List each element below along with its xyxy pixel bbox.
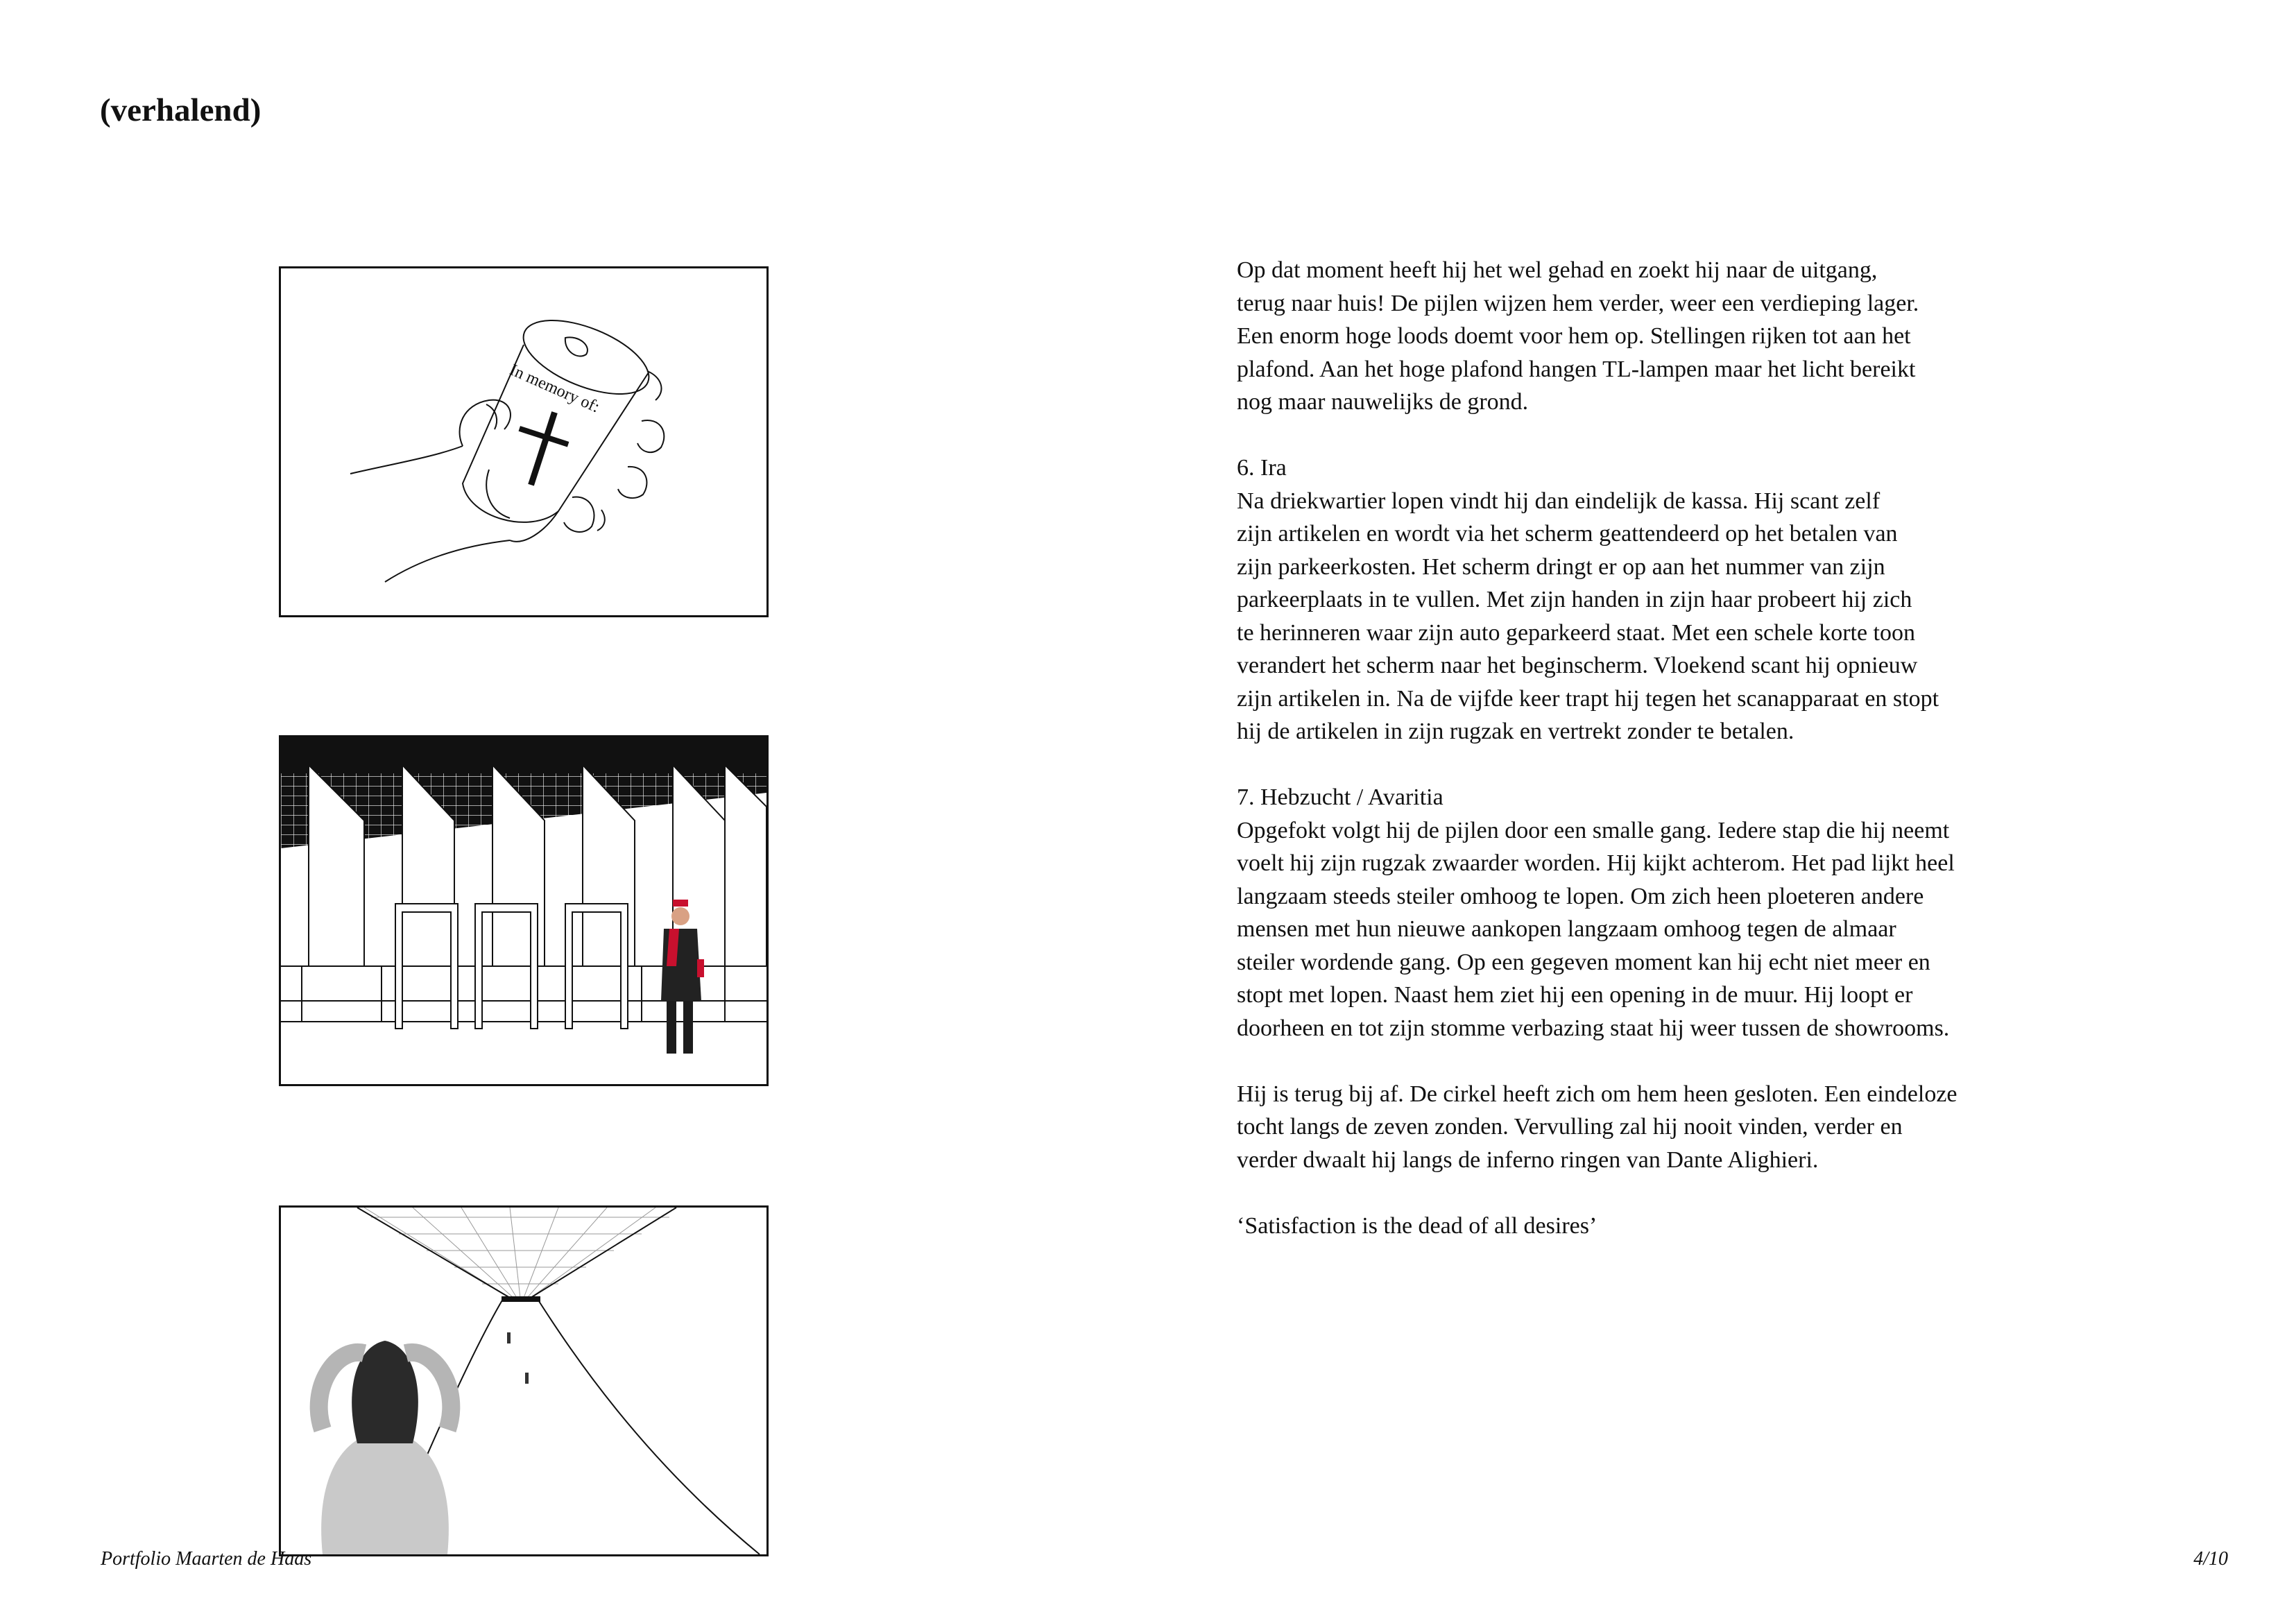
can-label: In memory of: <box>506 361 603 417</box>
story-line: stopt met lopen. Naast hem ziet hij een opening in de muur. Hij loopt er <box>1237 982 1913 1008</box>
footer-author: Portfolio Maarten de Haas <box>101 1548 312 1570</box>
illustration-shop-gates <box>279 735 769 1086</box>
story-line: 7. Hebzucht / Avaritia <box>1237 784 1443 810</box>
page-title: (verhalend) <box>100 92 262 128</box>
illustration-corridor <box>279 1205 769 1556</box>
gates-drawing <box>281 737 766 1084</box>
story-line: verandert het scherm naar het beginscherm. Vloekend scant hij opnieuw <box>1237 653 1918 678</box>
story-paragraph <box>1237 1078 2090 1177</box>
story-line: Hij is terug bij af. De cirkel heeft zich om hem heen gesloten. Een eindeloze <box>1237 1081 1957 1107</box>
story-line: Een enorm hoge loods doemt voor hem op. Stellingen rijken tot aan het <box>1237 323 1911 349</box>
story-line: tocht langs de zeven zonden. Vervulling zal hij nooit vinden, verder en <box>1237 1114 1903 1140</box>
story-paragraph <box>1237 452 2090 748</box>
story-line: Opgefokt volgt hij de pijlen door een smalle gang. Iedere stap die hij neemt <box>1237 817 1950 843</box>
story-paragraph <box>1237 254 2090 419</box>
story-line: zijn artikelen en wordt via het scherm geattendeerd op het betalen van <box>1237 521 1898 547</box>
story-line: hij de artikelen in zijn rugzak en vertrekt zonder te betalen. <box>1237 719 1794 744</box>
story-line: nog maar nauwelijks de grond. <box>1237 389 1529 415</box>
story-text <box>1237 254 2090 1276</box>
story-line: plafond. Aan het hoge plafond hangen TL-lampen maar het licht bereikt <box>1237 356 1916 382</box>
story-line: Na driekwartier lopen vindt hij dan eindelijk de kassa. Hij scant zelf <box>1237 488 1881 514</box>
hand-can-drawing <box>281 268 766 615</box>
story-line: langzaam steeds steiler omhoog te lopen. Om zich heen ploeteren andere <box>1237 883 1924 909</box>
story-line: doorheen en tot zijn stomme verbazing staat hij weer tussen de showrooms. <box>1237 1015 1950 1041</box>
story-line: te herinneren waar zijn auto geparkeerd staat. Met een schele korte toon <box>1237 619 1915 646</box>
story-line: Op dat moment heeft hij het wel gehad en zoekt hij naar de uitgang, <box>1237 257 1878 283</box>
woman-figure <box>319 1341 452 1554</box>
story-paragraph <box>1237 781 2090 1045</box>
story-line: voelt hij zijn rugzak zwaarder worden. Hij kijkt achterom. Het pad lijkt heel <box>1237 850 1955 876</box>
story-line: 6. Ira <box>1237 455 1287 481</box>
story-line: zijn artikelen in. Na de vijfde keer trapt hij tegen het scanapparaat en stopt <box>1237 685 1939 712</box>
page-number: 4/10 <box>2193 1548 2228 1570</box>
illustration-memorial-can <box>279 266 769 617</box>
story-line: ‘Satisfaction is the dead of all desires’ <box>1237 1212 1597 1239</box>
corridor-drawing <box>281 1208 766 1554</box>
story-line: parkeerplaats in te vullen. Met zijn handen in zijn haar probeert hij zich <box>1237 587 1912 612</box>
story-line: terug naar huis! De pijlen wijzen hem verder, weer een verdieping lager. <box>1237 290 1919 316</box>
story-line: verder dwaalt hij langs de inferno ringen van Dante Alighieri. <box>1237 1147 1819 1173</box>
story-line: zijn parkeerkosten. Het scherm dringt er op aan het nummer van zijn <box>1237 553 1885 580</box>
cross-icon <box>519 411 569 486</box>
story-paragraph <box>1237 1210 2090 1243</box>
story-line: steiler wordende gang. Op een gegeven moment kan hij echt niet meer en <box>1237 949 1930 975</box>
story-line: mensen met hun nieuwe aankopen langzaam omhoog tegen de almaar <box>1237 916 1896 942</box>
